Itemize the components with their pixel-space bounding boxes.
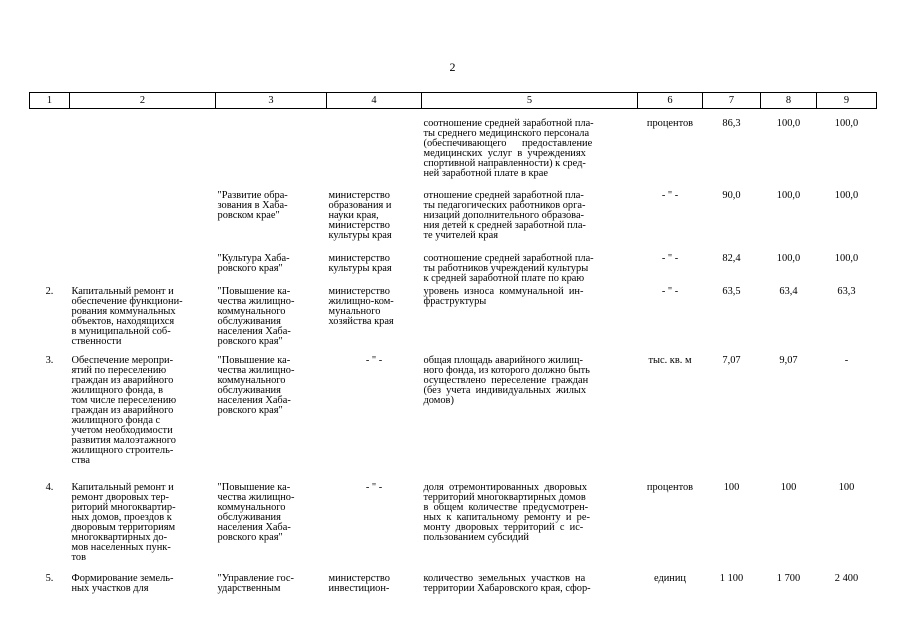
header-cell-2: 2 (70, 93, 216, 109)
responsible-ministry: министерство культуры края (328, 253, 392, 274)
value-col-7: 1 100 (719, 573, 744, 584)
value-col-8: 9,07 (779, 355, 798, 366)
row-number: 2. (45, 286, 54, 297)
value-col-7: 100 (723, 482, 740, 493)
value-col-9: 100,0 (834, 190, 859, 201)
header-cell-7: 7 (703, 93, 761, 109)
row-number: 3. (45, 355, 54, 366)
page-number: 2 (449, 60, 456, 74)
program-name: "Повышение ка- чества жилищно- коммунального обслуживания населения Хаба- ровского края" (217, 482, 295, 543)
value-col-8: 100,0 (776, 253, 801, 264)
table-row (30, 352, 877, 476)
indicator-description: отношение средней заработной пла- ты педагогических работников орга- низаций дополнительного образова- ния детей к средней заработной пла- те учителей края (423, 190, 586, 241)
program-name: "Повышение ка- чества жилищно- коммунального обслуживания населения Хаба- ровского края" (217, 286, 295, 347)
responsible-ministry: - " - (365, 482, 383, 493)
responsible-ministry (327, 109, 422, 180)
indicator-description: количество земельных участков на территории Хабаровского края, сфор- (423, 573, 591, 594)
value-col-9: 100 (838, 482, 855, 493)
indicator-description: доля отремонтированных дворовых территорий многоквартирных домов в общем количестве предусмотрен- ных к капитальному ремонту и ре- монту дворовых территорий с ис- пользованием субсидий (423, 482, 590, 543)
table-row (30, 109, 877, 180)
table-row (30, 179, 877, 241)
table-row (30, 284, 877, 352)
header-cell-6: 6 (638, 93, 703, 109)
value-col-8: 100,0 (776, 118, 801, 129)
header-cell-1: 1 (30, 93, 70, 109)
value-col-7: 86,3 (722, 118, 741, 129)
table-body (30, 109, 877, 605)
value-col-7: 90,0 (722, 190, 741, 201)
activity-name: Капитальный ремонт и обеспечение функциони- рования коммунальных объектов, находящихся в муниципальной соб- ственности (71, 286, 183, 347)
responsible-ministry: министерство жилищно-ком- мунального хозяйства края (328, 286, 394, 327)
unit-of-measure: - " - (661, 190, 679, 201)
responsible-ministry: министерство инвестицион- (328, 573, 390, 594)
table-row (30, 241, 877, 284)
header-cell-3: 3 (216, 93, 327, 109)
responsible-ministry: министерство образования и науки края, министерство культуры края (328, 190, 392, 241)
program-name: "Развитие обра- зования в Хаба- ровском крае" (217, 190, 288, 221)
header-row (30, 93, 877, 109)
value-col-7: 82,4 (722, 253, 741, 264)
unit-of-measure: процентов (646, 118, 694, 129)
header-cell-5: 5 (422, 93, 638, 109)
row-number: 4. (45, 482, 54, 493)
indicator-description: уровень износа коммунальной ин- фраструктуры (423, 286, 584, 307)
value-col-8: 100 (780, 482, 797, 493)
unit-of-measure: процентов (646, 482, 694, 493)
header-cell-8: 8 (761, 93, 817, 109)
activity-name (70, 179, 216, 241)
header-cell-4: 4 (327, 93, 422, 109)
row-number (30, 241, 70, 284)
program-name: "Культура Хаба- ровского края" (217, 253, 290, 274)
row-number (30, 109, 70, 180)
value-col-8: 63,4 (779, 286, 798, 297)
row-number: 5. (45, 573, 54, 584)
value-col-7: 7,07 (722, 355, 741, 366)
indicator-description: соотношение средней заработной пла- ты работников учреждений культуры к средней заработной плате по краю (423, 253, 594, 284)
unit-of-measure: - " - (661, 286, 679, 297)
table-header (30, 93, 877, 109)
activity-name: Капитальный ремонт и ремонт дворовых тер- риторий многоквартир- ных домов, проездов к дворовым территориям многоквартирных до- мов населенных пунк- тов (71, 482, 176, 563)
program-name: "Повышение ка- чества жилищно- коммунального обслуживания населения Хаба- ровского края" (217, 355, 295, 416)
program-name (216, 109, 327, 180)
unit-of-measure: единиц (653, 573, 686, 584)
table-row (30, 567, 877, 604)
value-col-9: 100,0 (834, 253, 859, 264)
value-col-9: 100,0 (834, 118, 859, 129)
activity-name (70, 109, 216, 180)
value-col-9: 2 400 (834, 573, 859, 584)
program-name: "Управление гос- ударственным (217, 573, 294, 594)
value-col-9: 63,3 (837, 286, 856, 297)
indicator-description: общая площадь аварийного жилищ- ного фонда, из которого должно быть осуществлено переселение граждан (без учета индивидуальных жилых домов) (423, 355, 590, 406)
activity-name: Обеспечение меропри- ятий по переселению граждан из аварийного жилищного фонда, в том числе переселению граждан из аварийного жилищного фонда с учетом необходимости развития малоэтажного жилищного строитель- ства (71, 355, 177, 466)
indicator-description: соотношение средней заработной пла- ты среднего медицинского персонала (обеспечивающего предоставление медицинских услуг в учреждениях спортивной направленности) к сред- ней заработной плате в крае (423, 118, 594, 179)
value-col-8: 100,0 (776, 190, 801, 201)
value-col-8: 1 700 (776, 573, 801, 584)
activity-name: Формирование земель- ных участков для (71, 573, 174, 594)
indicators-table (29, 92, 877, 604)
row-number (30, 179, 70, 241)
unit-of-measure: - " - (661, 253, 679, 264)
value-col-7: 63,5 (722, 286, 741, 297)
responsible-ministry: - " - (365, 355, 383, 366)
header-cell-9: 9 (817, 93, 877, 109)
unit-of-measure: тыс. кв. м (648, 355, 692, 366)
value-col-9: - (844, 355, 849, 366)
table-row (30, 476, 877, 567)
activity-name (70, 241, 216, 284)
